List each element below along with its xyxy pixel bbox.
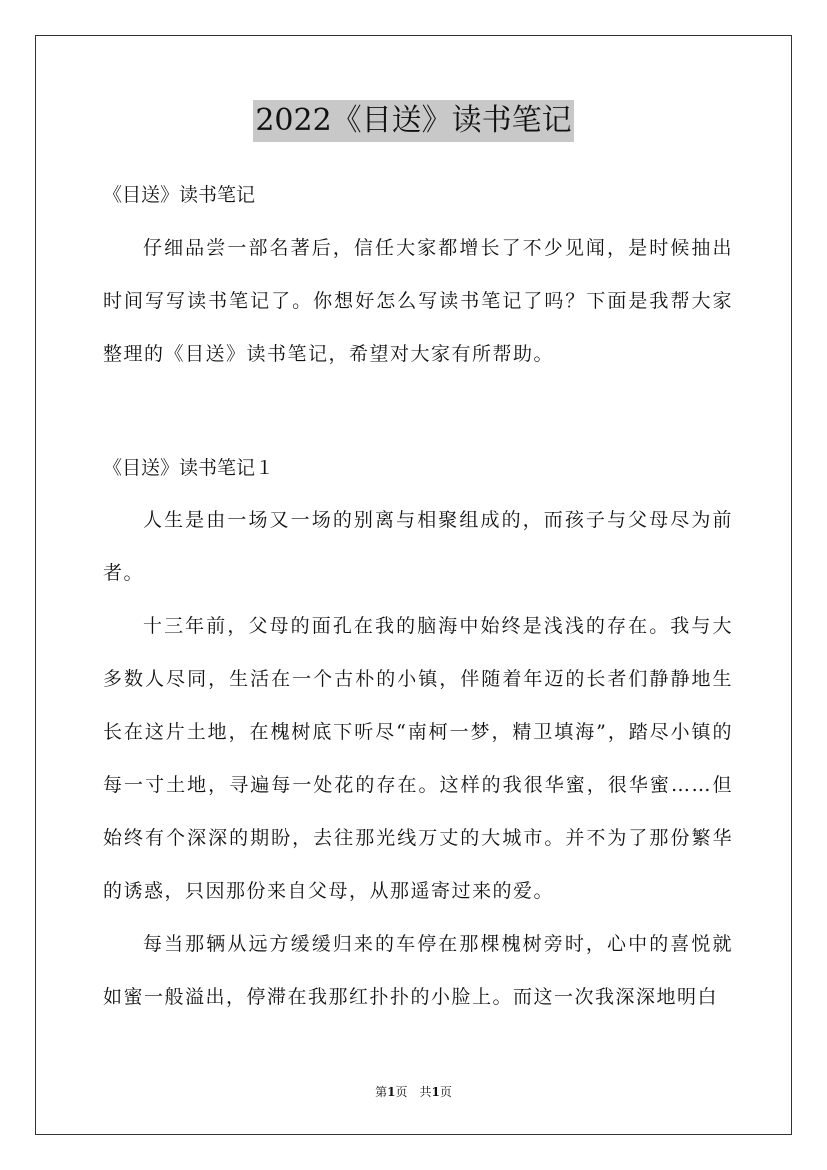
intro-heading: 《目送》读书笔记	[103, 184, 256, 206]
document-title: 2022《目送》读书笔记	[253, 100, 573, 142]
body-paragraph: 十三年前，父母的面孔在我的脑海中始终是浅浅的存在。我与大多数人尽同，生活在一个古朴的小镇，伴随着年迈的长者们静静地生长在这片土地，在槐树底下听尽“南柯一梦，精卫填海”，踏尽小镇的每一寸土地，寻遍每一处花的存在。这样的我很华蜜，很华蜜……但始终有个深深的期盼，去往那光线万丈的大城市。并不为了那份繁华的诱惑，只因那份来自父母，从那遥寄过来的爱。	[103, 615, 733, 902]
intro-paragraph: 仔细品尝一部名著后，信任大家都增长了不少见闻，是时候抽出时间写写读书笔记了。你想好怎么写读书笔记了吗？下面是我帮大家整理的《目送》读书笔记，希望对大家有所帮助。	[103, 237, 733, 365]
body-paragraph: 每当那辆从远方缓缓归来的车停在那棵槐树旁时，心中的喜悦就如蜜一般溢出，停滞在我那红扑扑的小脸上。而这一次我深深地明白	[103, 933, 733, 1008]
body-paragraph: 人生是由一场又一场的别离与相聚组成的，而孩子与父母尽为前者。	[103, 509, 733, 584]
footer-page-current: 1	[387, 1085, 396, 1099]
title-container	[0, 100, 827, 142]
section-heading-1: 《目送》读书笔记１	[103, 457, 275, 479]
page-footer	[0, 1083, 827, 1100]
footer-page-total: 1	[431, 1085, 440, 1099]
footer-mid: 页 共	[395, 1085, 432, 1099]
footer-prefix: 第	[375, 1085, 388, 1099]
footer-suffix: 页	[439, 1085, 452, 1099]
